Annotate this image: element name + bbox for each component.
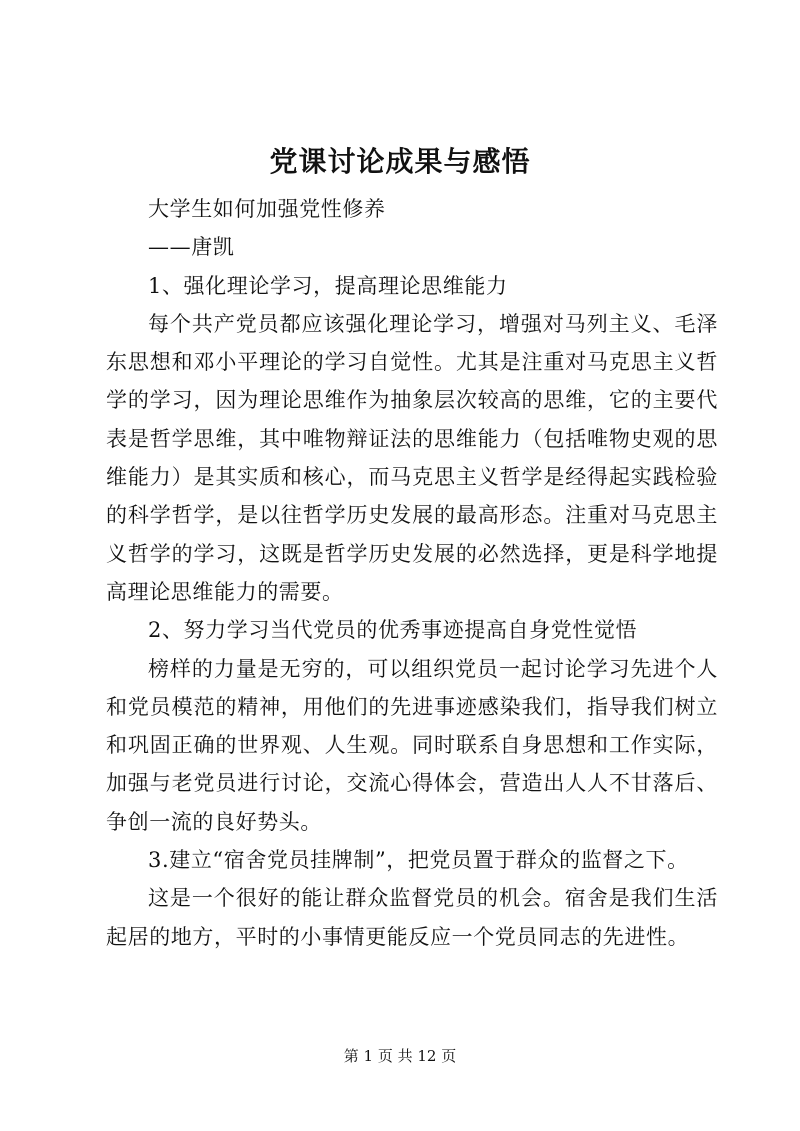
section-heading-2: 2、努力学习当代党员的优秀事迹提高自身党性觉悟 [148,618,638,643]
body-paragraph-2: 榜样的力量是无穷的，可以组织党员一起讨论学习先进个人和党员模范的精神，用他们的先进事迹感染我们，指导我们树立和巩固正确的世界观、人生观。同时联系自身思想和工作实际，加强与老党员进行讨论，交流心得体会，营造出人人不甘落后、争创一流的良好势头。 [106,656,718,834]
section-heading-3: 3.建立“宿舍党员挂牌制”，把党员置于群众的监督之下。 [148,848,689,873]
document-title: 党课讨论成果与感悟 [269,145,531,178]
body-paragraph-3: 这是一个很好的能让群众监督党员的机会。宿舍是我们生活起居的地方，平时的小事情更能反应一个党员同志的先进性。 [106,886,718,949]
subtitle-paragraph: 大学生如何加强党性修养 [148,197,386,221]
body-paragraph-1: 每个共产党员都应该强化理论学习，增强对马列主义、毛泽东思想和邓小平理论的学习自觉性。尤其是注重对马克思主义哲学的学习，因为理论思维作为抽象层次较高的思维，它的主要代表是哲学思维，其中唯物辩证法的思维能力（包括唯物史观的思维能力）是其实质和核心，而马克思主义哲学是经得起实践检验的科学哲学，是以往哲学历史发展的最高形态。注重对马克思主义哲学的学习，这既是哲学历史发展的必然选择，更是科学地提高理论思维能力的需要。 [106,311,718,604]
document-body [106,190,718,956]
page-number-footer: 第 1 页 共 12 页 [343,1047,457,1065]
section-heading-1: 1、强化理论学习，提高理论思维能力 [148,273,508,298]
author-paragraph: ——唐凯 [148,235,235,260]
